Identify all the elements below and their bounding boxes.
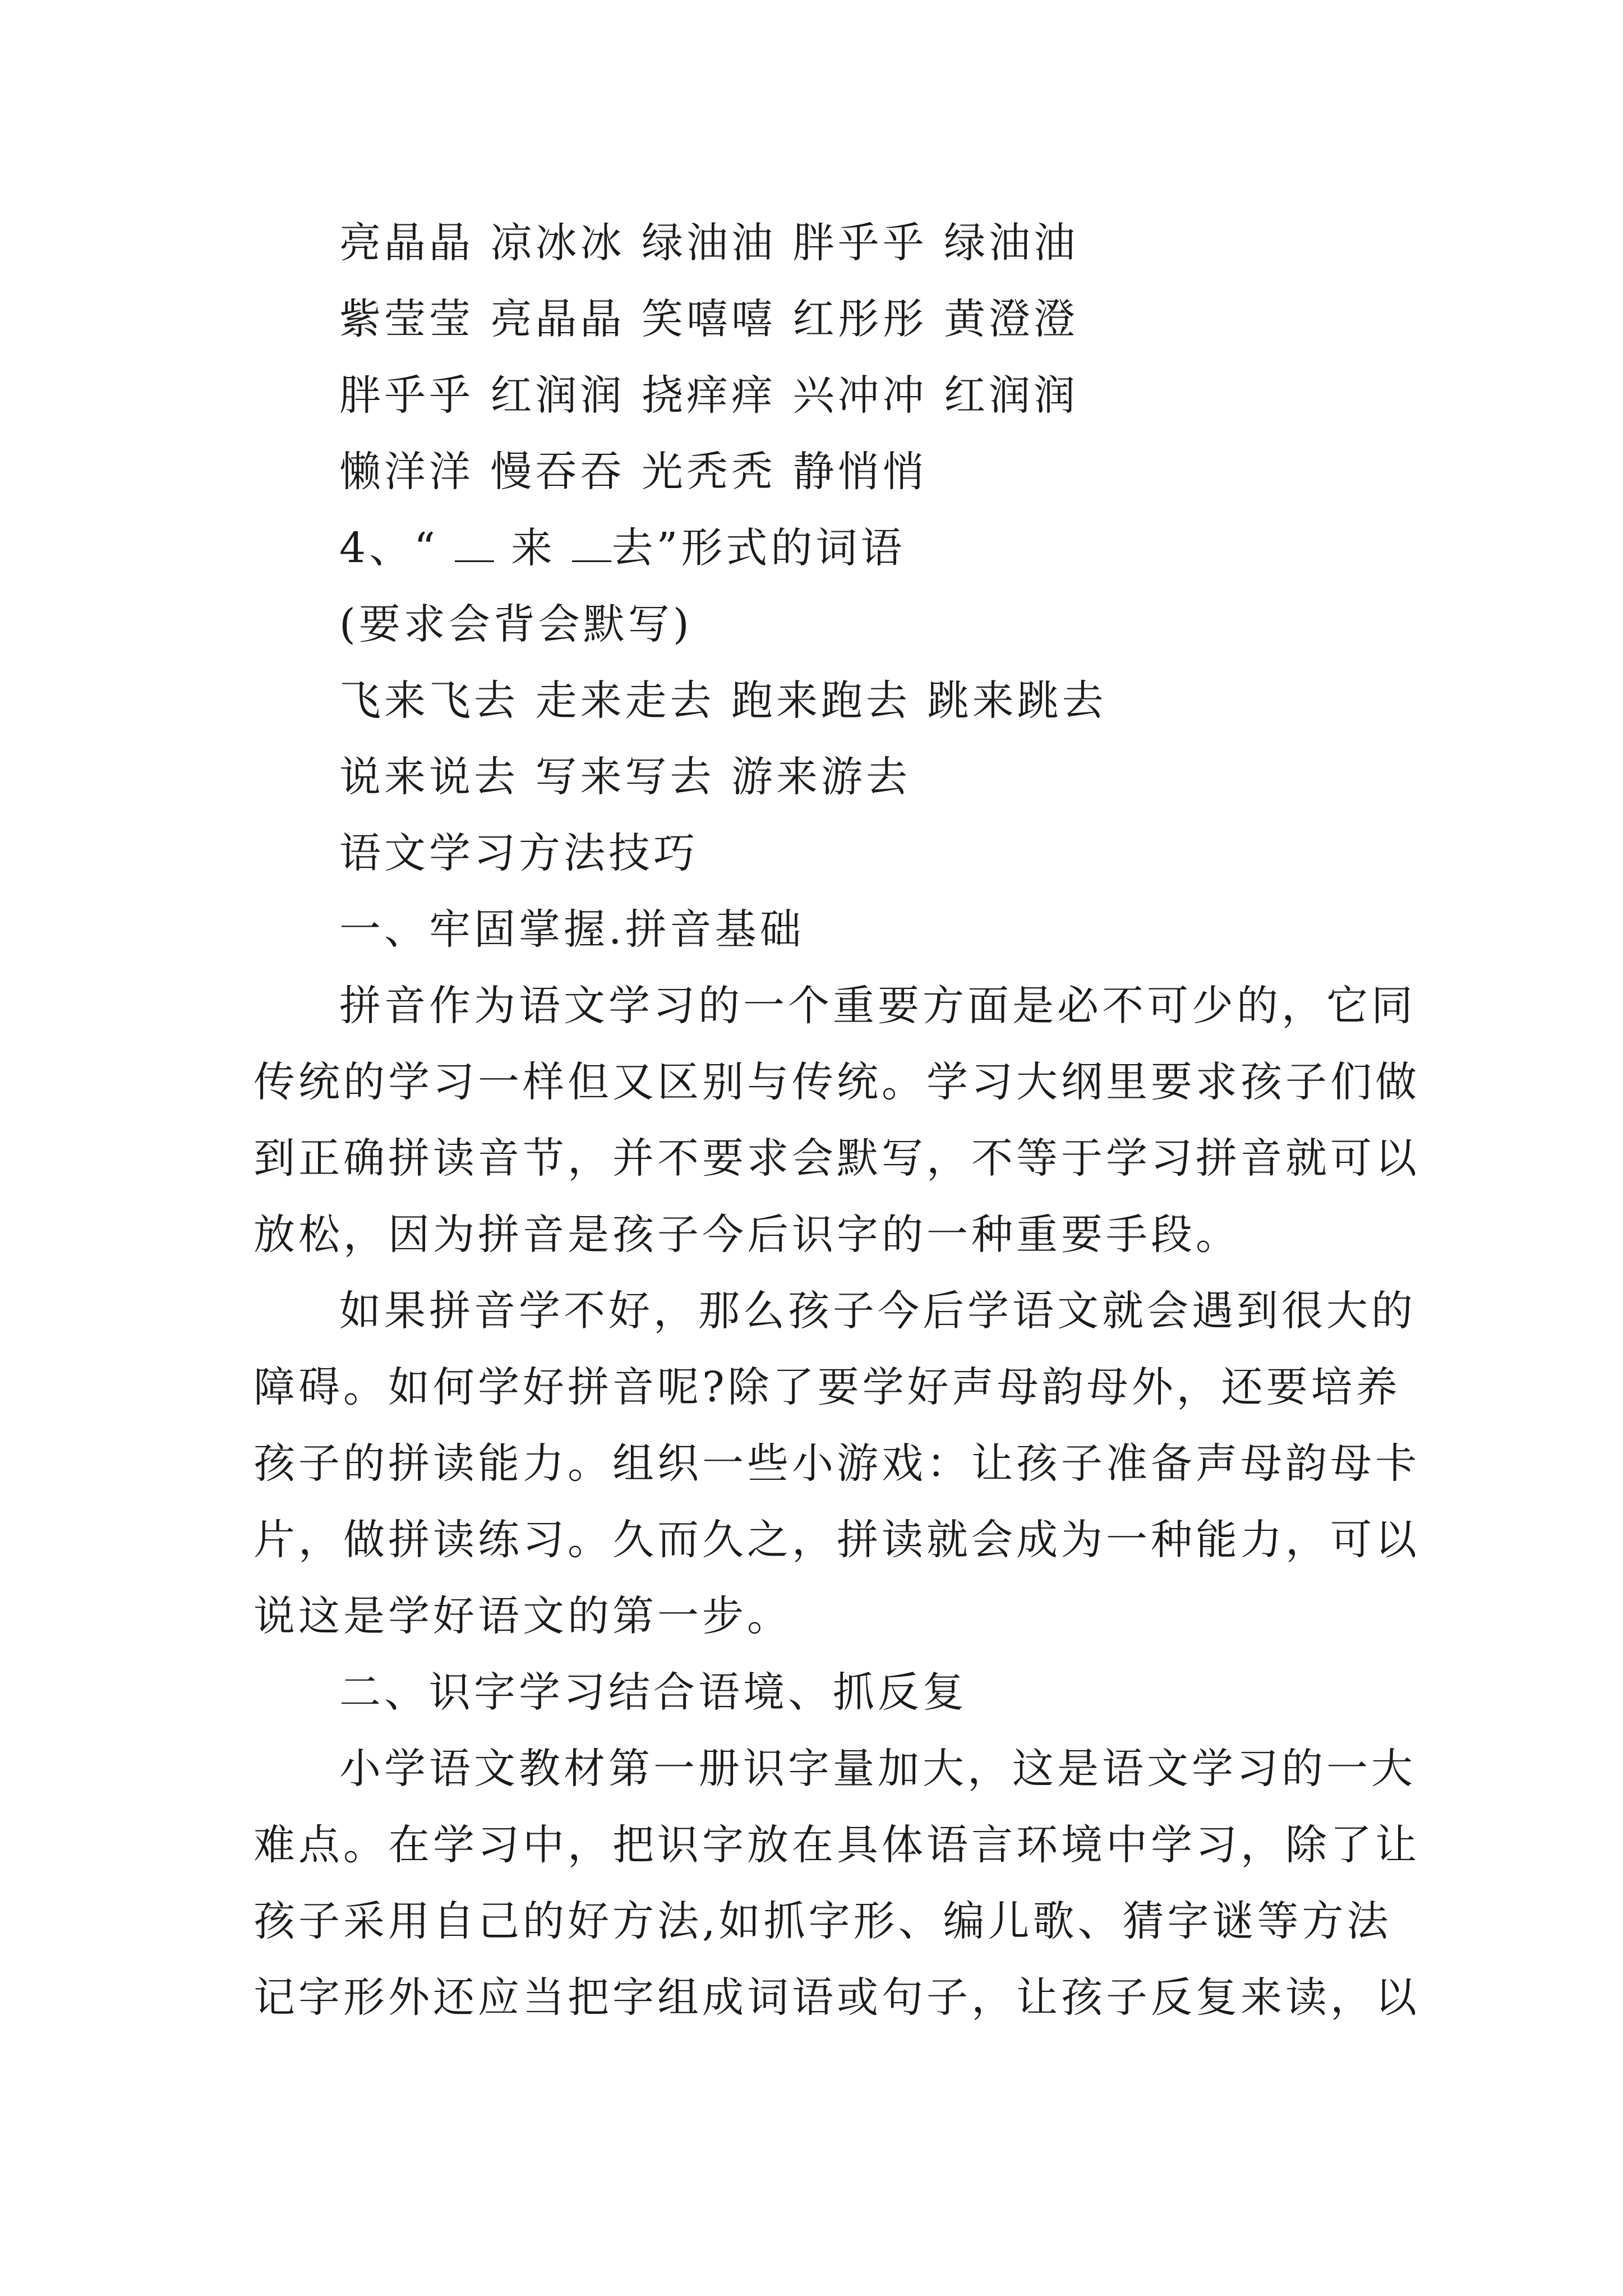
paragraph-line: 难点。在学习中，把识字放在具体语言环境中学习，除了让 <box>253 1821 1420 1869</box>
lai-qu-words-line: 说来说去 写来写去 游来游去 <box>339 753 911 801</box>
word-list-line: 紫莹莹 亮晶晶 笑嘻嘻 红彤彤 黄澄澄 <box>339 295 1079 343</box>
section-4-prefix: 4、“ <box>339 524 455 572</box>
lai-qu-words-line: 飞来飞去 走来走去 跑来跑去 跳来跳去 <box>339 677 1107 725</box>
paragraph-line: 说这是学好语文的第一步。 <box>253 1592 792 1640</box>
word-list-line: 懒洋洋 慢吞吞 光秃秃 静悄悄 <box>339 448 928 496</box>
paragraph-line: 如果拼音学不好，那么孩子今后学语文就会遇到很大的 <box>339 1287 1416 1335</box>
paragraph-line: 记字形外还应当把字组成词语或句子，让孩子反复来读，以 <box>253 1973 1420 2022</box>
fill-blank <box>572 529 611 562</box>
paragraph-line: 障碍。如何学好拼音呢?除了要学好声母韵母外，还要培养 <box>253 1363 1401 1411</box>
heading-1: 一、牢固掌握.拼音基础 <box>339 905 805 954</box>
paragraph-line: 小学语文教材第一册识字量加大，这是语文学习的一大 <box>339 1745 1416 1793</box>
fill-blank <box>455 529 494 562</box>
paragraph-line: 放松，因为拼音是孩子今后识字的一种重要手段。 <box>253 1211 1241 1259</box>
paragraph-line: 片，做拼读练习。久而久之，拼读就会成为一种能力，可以 <box>253 1516 1420 1564</box>
section-4-middle: 来 <box>494 524 573 572</box>
section-4-heading <box>339 523 905 573</box>
section-4-suffix: 去”形式的词语 <box>611 524 906 572</box>
word-list-line: 胖乎乎 红润润 挠痒痒 兴冲冲 红润润 <box>339 371 1079 420</box>
paragraph-line: 拼音作为语文学习的一个重要方面是必不可少的，它同 <box>339 982 1416 1030</box>
heading-2: 二、识字学习结合语境、抓反复 <box>339 1668 967 1717</box>
paragraph-line: 孩子采用自己的好方法,如抓字形、编儿歌、猜字谜等方法 <box>253 1897 1392 1945</box>
tips-title: 语文学习方法技巧 <box>339 829 698 877</box>
paragraph-line: 孩子的拼读能力。组织一些小游戏：让孩子准备声母韵母卡 <box>253 1439 1420 1488</box>
requirement-note: (要求会背会默写) <box>339 600 693 648</box>
paragraph-line: 到正确拼读音节，并不要求会默写，不等于学习拼音就可以 <box>253 1134 1420 1182</box>
paragraph-line: 传统的学习一样但又区别与传统。学习大纲里要求孩子们做 <box>253 1058 1420 1106</box>
word-list-line: 亮晶晶 凉冰冰 绿油油 胖乎乎 绿油油 <box>339 219 1079 267</box>
